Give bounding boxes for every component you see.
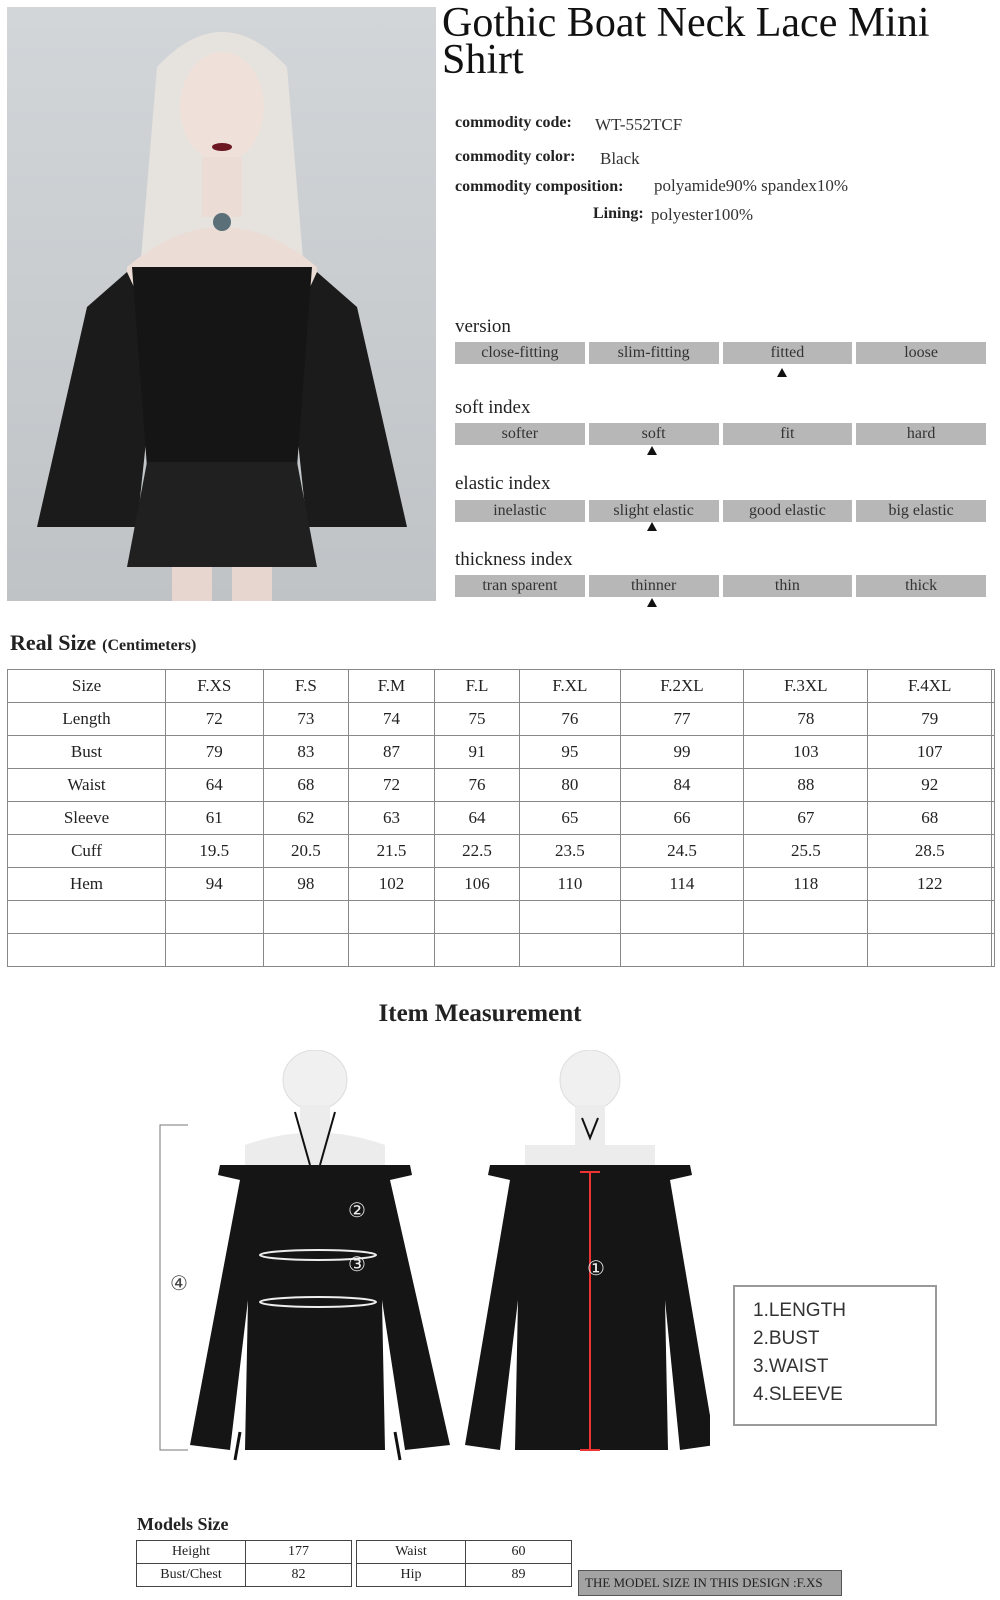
size-value-cell: 79 (166, 736, 264, 769)
legend-waist: 3.WAIST (753, 1356, 829, 1377)
measurement-name-cell: Sleeve (8, 802, 166, 835)
index-option: slim-fitting (589, 342, 719, 364)
measurement-name-cell: Cuff (8, 835, 166, 868)
size-value-cell: 110 (520, 868, 620, 901)
legend-length: 1.LENGTH (753, 1300, 846, 1321)
size-value-cell: 20.5 (263, 835, 349, 868)
size-value-cell (868, 934, 992, 967)
size-value-cell (992, 835, 995, 868)
size-value-cell: 22.5 (434, 835, 520, 868)
index-option: fitted (723, 342, 853, 364)
measurement-illustration (150, 1050, 710, 1510)
marker-length: ① (587, 1256, 605, 1280)
commodity-composition-value: polyamide90% spandex10% (654, 176, 849, 195)
models-size-table-left (136, 1540, 352, 1587)
size-value-cell: 73 (263, 703, 349, 736)
size-value-cell: 77 (620, 703, 744, 736)
hip-value: 89 (466, 1564, 572, 1587)
model-size-note: THE MODEL SIZE IN THIS DESIGN :F.XS (578, 1570, 842, 1596)
size-value-cell (434, 901, 520, 934)
size-value-cell (263, 901, 349, 934)
size-header-cell: F.XS (166, 670, 264, 703)
marker-bust: ② (348, 1198, 366, 1222)
size-value-cell (166, 901, 264, 934)
size-value-cell: 98 (263, 868, 349, 901)
thickness-index-label: thickness index (455, 549, 573, 570)
marker-sleeve: ④ (170, 1271, 188, 1295)
size-value-cell: 72 (349, 769, 435, 802)
size-value-cell: 72 (166, 703, 264, 736)
index-option: inelastic (455, 500, 585, 522)
size-value-cell: 80 (520, 769, 620, 802)
bust-value: 82 (246, 1564, 352, 1587)
height-value: 177 (246, 1541, 352, 1564)
size-value-cell: 103 (744, 736, 868, 769)
commodity-code-label: commodity code: (455, 114, 572, 131)
item-measurement-title: Item Measurement (378, 1000, 582, 1027)
measurement-name-cell: Length (8, 703, 166, 736)
selected-marker-icon (647, 446, 657, 455)
size-table-row (8, 703, 995, 736)
size-value-cell: 99 (620, 736, 744, 769)
size-value-cell: 91 (434, 736, 520, 769)
size-value-cell (992, 901, 995, 934)
index-option: thinner (589, 575, 719, 597)
size-value-cell (992, 703, 995, 736)
index-option: fit (723, 423, 853, 445)
size-value-cell (992, 934, 995, 967)
waist-label: Waist (357, 1541, 466, 1564)
size-header-cell: F.XL (520, 670, 620, 703)
legend-sleeve: 4.SLEEVE (753, 1384, 843, 1405)
size-value-cell (349, 934, 435, 967)
index-option: good elastic (723, 500, 853, 522)
size-value-cell: 74 (349, 703, 435, 736)
size-value-cell: 107 (868, 736, 992, 769)
size-value-cell (744, 901, 868, 934)
size-value-cell (263, 934, 349, 967)
product-photo (7, 7, 436, 601)
elastic-index-scale (455, 500, 986, 524)
size-table-row (8, 901, 995, 934)
measurement-name-cell: Waist (8, 769, 166, 802)
size-header-cell: F.2XL (620, 670, 744, 703)
measurement-name-cell (8, 901, 166, 934)
height-label: Height (137, 1541, 246, 1564)
size-value-cell (166, 934, 264, 967)
size-value-cell: 68 (868, 802, 992, 835)
size-value-cell: 24.5 (620, 835, 744, 868)
size-value-cell (992, 868, 995, 901)
size-value-cell: 25.5 (744, 835, 868, 868)
size-value-cell: 28.5 (868, 835, 992, 868)
index-option: tran sparent (455, 575, 585, 597)
size-value-cell: 23.5 (520, 835, 620, 868)
commodity-code-value: WT-552TCF (595, 115, 683, 134)
size-value-cell (620, 901, 744, 934)
waist-value: 60 (466, 1541, 572, 1564)
size-value-cell (620, 934, 744, 967)
size-table-row (8, 868, 995, 901)
size-value-cell (520, 901, 620, 934)
lining-label: Lining: (593, 205, 644, 222)
size-value-cell: 84 (620, 769, 744, 802)
size-header-cell: F.L (434, 670, 520, 703)
size-header-cell: F.S (263, 670, 349, 703)
commodity-composition-label: commodity composition: (455, 178, 624, 195)
index-option: close-fitting (455, 342, 585, 364)
version-label: version (455, 316, 511, 337)
index-option: slight elastic (589, 500, 719, 522)
marker-waist: ③ (348, 1252, 366, 1276)
size-value-cell: 87 (349, 736, 435, 769)
bust-label: Bust/Chest (137, 1564, 246, 1587)
size-value-cell: 68 (263, 769, 349, 802)
size-value-cell: 83 (263, 736, 349, 769)
size-value-cell: 63 (349, 802, 435, 835)
size-value-cell (744, 934, 868, 967)
commodity-color-value: Black (600, 149, 640, 168)
size-value-cell (992, 802, 995, 835)
lining-value: polyester100% (651, 205, 753, 224)
size-value-cell: 92 (868, 769, 992, 802)
selected-marker-icon (647, 522, 657, 531)
size-value-cell (992, 736, 995, 769)
size-value-cell: 75 (434, 703, 520, 736)
size-value-cell (349, 901, 435, 934)
index-option: loose (856, 342, 986, 364)
size-value-cell: 102 (349, 868, 435, 901)
size-value-cell: 118 (744, 868, 868, 901)
size-table (7, 669, 995, 967)
size-value-cell: 66 (620, 802, 744, 835)
size-value-cell: 19.5 (166, 835, 264, 868)
size-value-cell (868, 901, 992, 934)
size-value-cell: 78 (744, 703, 868, 736)
real-size-heading: Real Size (10, 630, 97, 655)
thickness-index-scale (455, 575, 986, 599)
size-table-row (8, 934, 995, 967)
size-value-cell: 21.5 (349, 835, 435, 868)
size-value-cell: 64 (166, 769, 264, 802)
size-value-cell: 62 (263, 802, 349, 835)
hip-label: Hip (357, 1564, 466, 1587)
size-value-cell (520, 934, 620, 967)
index-option: big elastic (856, 500, 986, 522)
models-size-title: Models Size (137, 1514, 229, 1534)
size-value-cell: 94 (166, 868, 264, 901)
commodity-color-label: commodity color: (455, 148, 576, 165)
product-title: Gothic Boat Neck Lace Mini Shirt (442, 0, 930, 83)
size-header-cell (992, 670, 995, 703)
size-header-cell: F.4XL (868, 670, 992, 703)
size-table-row (8, 736, 995, 769)
size-value-cell (434, 934, 520, 967)
index-option: hard (856, 423, 986, 445)
size-table-row (8, 835, 995, 868)
size-value-cell: 64 (434, 802, 520, 835)
selected-marker-icon (647, 598, 657, 607)
index-option: softer (455, 423, 585, 445)
size-value-cell: 88 (744, 769, 868, 802)
size-value-cell: 65 (520, 802, 620, 835)
size-table-row (8, 802, 995, 835)
size-value-cell: 122 (868, 868, 992, 901)
soft-index-label: soft index (455, 397, 531, 418)
soft-index-scale (455, 423, 986, 447)
size-header-cell: F.3XL (744, 670, 868, 703)
size-value-cell (992, 769, 995, 802)
size-value-cell: 95 (520, 736, 620, 769)
size-table-header (8, 670, 995, 703)
measurement-legend (733, 1285, 937, 1426)
size-value-cell: 76 (434, 769, 520, 802)
size-value-cell: 79 (868, 703, 992, 736)
size-header-cell: Size (8, 670, 166, 703)
selected-marker-icon (777, 368, 787, 377)
size-header-cell: F.M (349, 670, 435, 703)
measurement-name-cell: Bust (8, 736, 166, 769)
size-value-cell: 61 (166, 802, 264, 835)
real-size-unit: (Centimeters) (102, 637, 197, 654)
index-option: thick (856, 575, 986, 597)
index-option: thin (723, 575, 853, 597)
index-option: soft (589, 423, 719, 445)
size-value-cell: 114 (620, 868, 744, 901)
size-table-row (8, 769, 995, 802)
version-scale (455, 342, 986, 366)
measurement-name-cell: Hem (8, 868, 166, 901)
size-value-cell: 67 (744, 802, 868, 835)
models-size-table-right (356, 1540, 572, 1587)
real-size-title (10, 630, 196, 656)
measurement-name-cell (8, 934, 166, 967)
legend-bust: 2.BUST (753, 1328, 820, 1349)
elastic-index-label: elastic index (455, 473, 551, 494)
size-value-cell: 106 (434, 868, 520, 901)
size-value-cell: 76 (520, 703, 620, 736)
